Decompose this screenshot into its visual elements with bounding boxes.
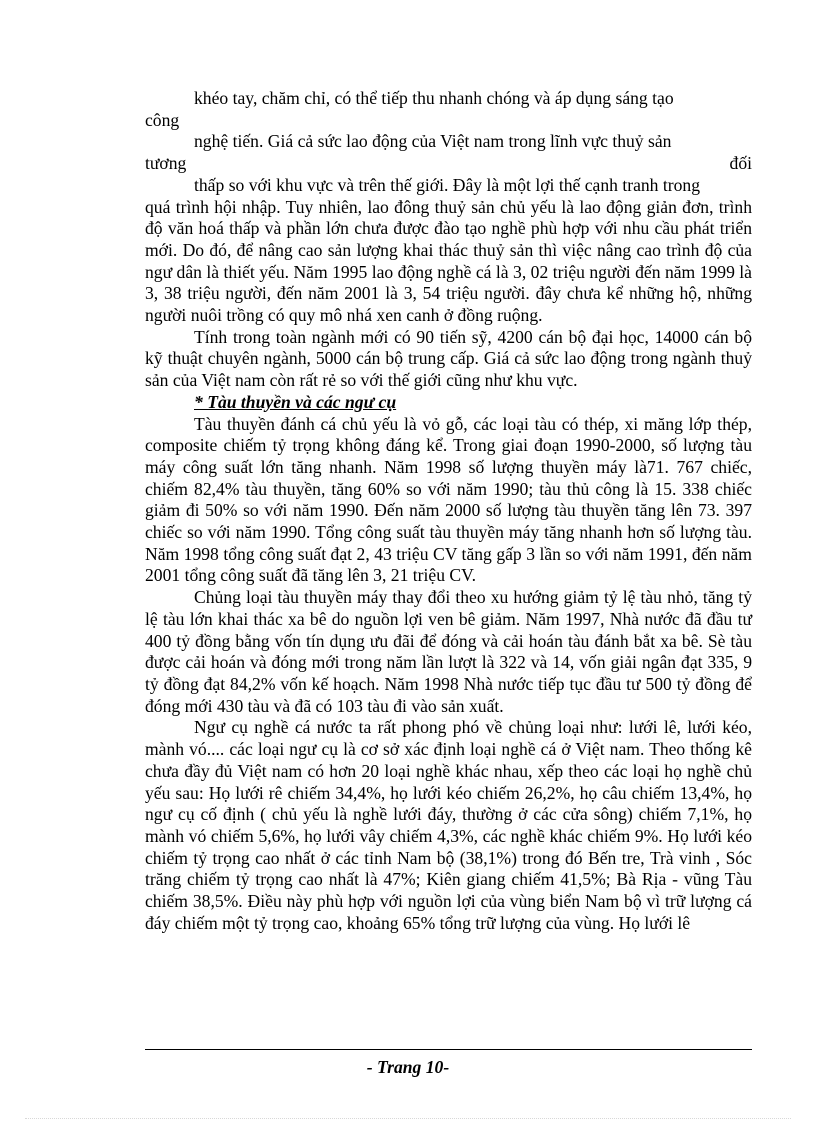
paragraph: Tính trong toàn ngành mới có 90 tiến sỹ, 4200 cán bộ đại học, 14000 cán bộ kỹ thuật chuyên ngành, 5000 cán bộ trung cấp. Giá cả sức lao động trong ngành thuỷ sản của Việt nam còn rất rẻ so với thế giới cũng như khu vực. <box>145 326 752 391</box>
footer-divider <box>145 1049 752 1050</box>
paragraph-line-split <box>145 153 752 175</box>
paragraph-fragment: tương <box>145 153 187 174</box>
paragraph-line: công <box>145 109 180 130</box>
page-number: - Trang 10- <box>366 1057 450 1077</box>
paragraph-fragment: đối <box>729 153 752 174</box>
paragraph-line: khéo tay, chăm chỉ, có thể tiếp thu nhanh chóng và áp dụng sáng tạo <box>194 88 674 108</box>
page-edge-divider <box>25 1118 791 1119</box>
paragraph: Tàu thuyền đánh cá chủ yếu là vỏ gỗ, các loại tàu có thép, xi măng lớp thép, composite chiếm tỷ trọng không đáng kể. Trong giai đoạn 1990-2000, số lượng tàu máy công suất lớn tăng nhanh. Năm 1998 số lượng thuyền máy là71. 767 chiếc, chiếm 82,4% tàu thuyền, tăng 60% so với năm 1990; tàu thủ công là 15. 338 chiếc giảm đi 50% so với năm 1990. Đến năm 2000 số lượng tàu thuyền tăng lên 73. 397 chiếc so với năm 1990. Tổng công suất tàu thuyền máy tăng nhanh hơn số lượng tàu. Năm 1998 tổng công suất đạt 2, 43 triệu CV tăng gấp 3 lần so với năm 1991, đến năm 2001 tổng công suất đã tăng lên 3, 21 triệu CV. <box>145 413 752 586</box>
paragraph-line: thấp so với khu vực và trên thế giới. Đây là một lợi thế cạnh tranh trong <box>194 174 701 195</box>
paragraph: Chủng loại tàu thuyền máy thay đổi theo xu hướng giảm tỷ lệ tàu nhỏ, tăng tỷ lệ tàu lớn khai thác xa bê do nguồn lợi ven bê giảm. Năm 1997, Nhà nước đã đầu tư 400 tỷ đồng bằng vốn tín dụng ưu đãi để đóng và cải hoán tàu đánh bắt xa bê. Sè tàu được cải hoán và đóng mới trong năm lần lượt là 322 và 14, vốn giải ngân đạt 335, 9 tỷ đồng đạt 84,2% vốn kế hoạch. Năm 1998 Nhà nước tiếp tục đầu tư 500 tỷ đồng để đóng mới 430 tàu và đã có 103 tàu đi vào sản xuất. <box>145 587 752 716</box>
section-heading: * Tàu thuyền và các ngư cụ <box>194 391 397 412</box>
paragraph: Ngư cụ nghề cá nước ta rất phong phó về chủng loại như: lưới lê, lưới kéo, mành vó.... các loại ngư cụ là cơ sở xác định loại nghề cá ở Việt nam. Theo thống kê chưa đầy đủ Việt nam có hơn 20 loại nghề khác nhau, xếp theo các loại họ nghề chủ yếu sau: Họ lưới rê chiếm 34,4%, họ lưới kéo chiếm 26,2%, họ câu chiếm 13,4%, họ ngư cụ cố định ( chủ yếu là nghề lưới đáy, thường ở các cửa sông) chiếm 7,1%, họ mành vó chiếm 5,6%, họ lưới vây chiếm 4,3%, các nghề khác chiếm 9%. Họ lưới kéo chiếm tỷ trọng cao nhất ở các tỉnh Nam bộ (38,1%) trong đó Bến tre, Trà vinh , Sóc trăng chiếm tỷ trọng cao nhất là 47%; Kiên giang chiếm 41,5%; Bà Rịa - vũng Tàu chiếm 38,5%. Điều này phù hợp với nguồn lợi của vùng biển Nam bộ vì trữ lượng cá đáy chiếm một tỷ trọng cao, khoảng 65% tổng trữ lượng của vùng. Họ lưới lê <box>145 717 752 933</box>
paragraph: quá trình hội nhập. Tuy nhiên, lao đông thuỷ sản chủ yếu là lao động giản đơn, trình độ văn hoá thấp và phần lớn chưa được đào tạo nghề phù hợp với nhu cầu phát triển mới. Do đó, để nâng cao sản lượng khai thác thuỷ sản thì việc nâng cao trình độ của ngư dân là thiết yếu. Năm 1995 lao động nghề cá là 3, 02 triệu người đến năm 1999 là 3, 38 triệu người, đến năm 2001 là 3, 54 triệu người. đây chưa kể những hộ, những người nuôi trồng có quy mô nhá xen canh ở đồng ruộng. <box>145 196 752 326</box>
body-text <box>145 88 752 934</box>
paragraph-line: nghệ tiến. Giá cả sức lao động của Việt nam trong lĩnh vực thuỷ sản <box>194 131 672 152</box>
